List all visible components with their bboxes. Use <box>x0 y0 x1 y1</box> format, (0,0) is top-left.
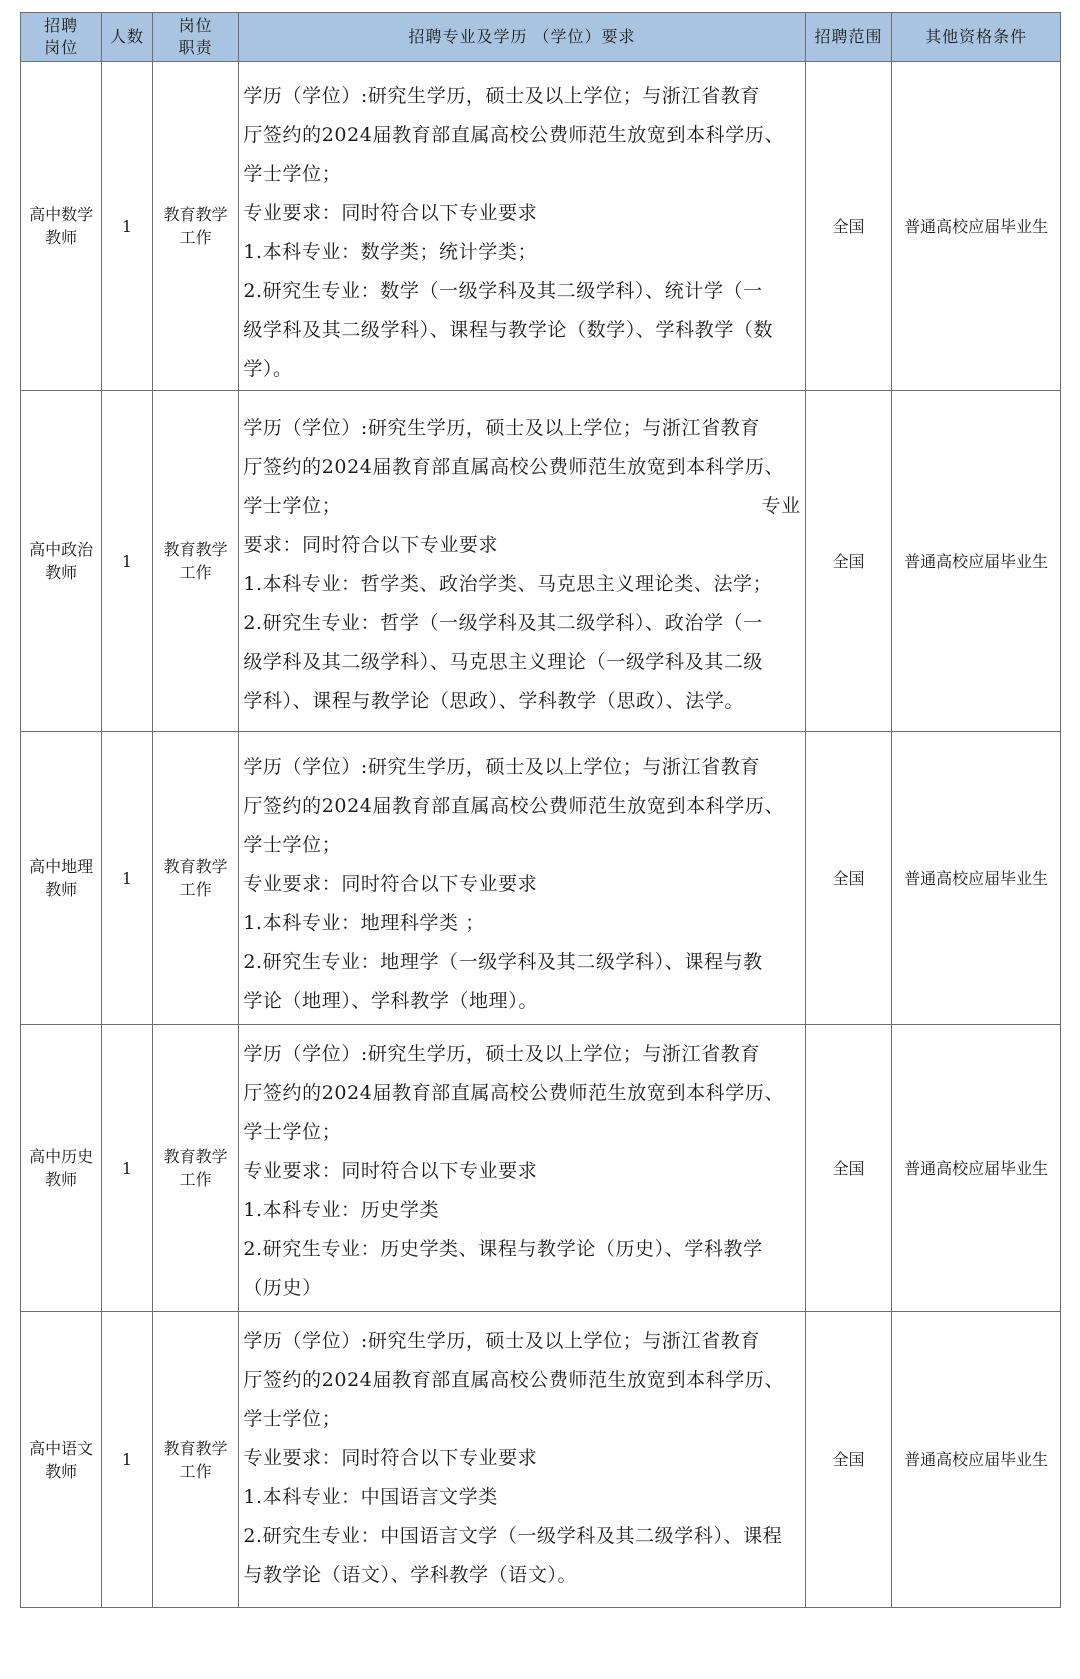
requirement-line: 学历（学位）:研究生学历，硕士及以上学位；与浙江省教育 <box>243 1330 760 1352</box>
table-row <box>21 1025 1061 1312</box>
header-duty <box>152 13 238 62</box>
requirement-line: 2.研究生专业：哲学（一级学科及其二级学科）、政治学（一 <box>243 612 763 634</box>
table-row <box>21 62 1061 391</box>
duty-line2: 工作 <box>179 1461 212 1481</box>
other-cell: 普通高校应届毕业生 <box>892 62 1061 391</box>
duty-cell <box>152 1312 238 1608</box>
duty-cell <box>152 391 238 732</box>
other-cell: 普通高校应届毕业生 <box>892 1312 1061 1608</box>
count-cell: 1 <box>102 62 153 391</box>
requirement-line: 厅签约的2024届教育部直属高校公费师范生放宽到本科学历、 <box>243 1369 785 1391</box>
header-other: 其他资格条件 <box>892 13 1061 62</box>
duty-line1: 教育教学 <box>163 205 228 224</box>
requirement-line: 厅签约的2024届教育部直属高校公费师范生放宽到本科学历、 <box>243 456 785 478</box>
position-line1: 高中政治 <box>29 540 94 559</box>
requirement-line: 1.本科专业：哲学类、政治学类、马克思主义理论类、法学； <box>243 573 773 595</box>
position-line2: 教师 <box>45 563 78 582</box>
requirement-line: 2.研究生专业：历史学类、课程与教学论（历史）、学科教学 <box>243 1238 763 1260</box>
duty-line1: 教育教学 <box>163 1147 228 1166</box>
table-row <box>21 1312 1061 1608</box>
requirement-line: 学历（学位）:研究生学历，硕士及以上学位；与浙江省教育 <box>243 417 760 439</box>
header-count: 人数 <box>102 13 153 62</box>
requirement-line: 1.本科专业：中国语言文学类 <box>243 1486 498 1508</box>
requirements-cell <box>239 391 805 732</box>
duty-line2: 工作 <box>179 1170 212 1189</box>
requirement-line: 专业要求：同时符合以下专业要求 <box>243 873 538 895</box>
duty-cell <box>152 1025 238 1312</box>
position-line1: 高中语文 <box>29 1438 94 1458</box>
duty-line1: 教育教学 <box>163 1438 228 1458</box>
header-scope: 招聘范围 <box>805 13 891 62</box>
requirement-line: 1.本科专业：历史学类 <box>243 1199 440 1221</box>
position-line2: 教师 <box>45 1170 78 1189</box>
header-requirements: 招聘专业及学历 （学位）要求 <box>239 13 805 62</box>
requirement-line: 学士学位； <box>243 163 342 185</box>
duty-line2: 工作 <box>179 563 212 582</box>
requirement-line: 2.研究生专业：数学（一级学科及其二级学科）、统计学（一 <box>243 280 763 302</box>
position-line2: 教师 <box>45 880 78 899</box>
requirement-line: 学士学位； <box>243 1121 342 1143</box>
requirement-line: 学历（学位）:研究生学历，硕士及以上学位；与浙江省教育 <box>243 756 760 778</box>
requirement-line: （历史） <box>243 1277 322 1299</box>
scope-cell: 全国 <box>805 1312 891 1608</box>
requirement-line: 级学科及其二级学科）、课程与教学论（数学）、学科教学（数 <box>243 319 774 341</box>
requirement-line: 2.研究生专业：中国语言文学（一级学科及其二级学科）、课程 <box>243 1525 783 1547</box>
requirement-line: 学科）、课程与教学论（思政）、学科教学（思政）、法学。 <box>243 690 745 712</box>
requirement-line: 学论（地理）、学科教学（地理）。 <box>243 990 538 1012</box>
requirement-line: 专业 <box>761 495 801 517</box>
requirement-line: 1.本科专业：数学类；统计学类； <box>243 241 538 263</box>
table-row <box>21 732 1061 1025</box>
requirement-line: 学士学位； <box>243 1408 342 1430</box>
requirement-line: 2.研究生专业：地理学（一级学科及其二级学科）、课程与教 <box>243 951 763 973</box>
count-cell: 1 <box>102 1025 153 1312</box>
requirement-line: 厅签约的2024届教育部直属高校公费师范生放宽到本科学历、 <box>243 795 785 817</box>
header-duty-line2: 职责 <box>178 38 213 57</box>
position-line1: 高中数学 <box>29 205 94 224</box>
requirement-line: 专业要求：同时符合以下专业要求 <box>243 202 538 224</box>
position-cell <box>21 62 102 391</box>
requirement-line: 学）。 <box>243 358 293 380</box>
recruitment-table <box>20 12 1061 1608</box>
duty-line2: 工作 <box>179 880 212 899</box>
requirement-line: 学士学位； <box>243 834 342 856</box>
table-row <box>21 391 1061 732</box>
requirements-cell <box>239 1025 805 1312</box>
position-line1: 高中地理 <box>29 857 94 876</box>
requirement-line: 级学科及其二级学科）、马克思主义理论（一级学科及其二级 <box>243 651 764 673</box>
position-cell <box>21 1312 102 1608</box>
position-line1: 高中历史 <box>29 1147 94 1166</box>
table-body <box>21 62 1061 1608</box>
position-cell <box>21 1025 102 1312</box>
header-position-line2: 岗位 <box>44 38 79 57</box>
requirement-line: 厅签约的2024届教育部直属高校公费师范生放宽到本科学历、 <box>243 1082 785 1104</box>
requirement-line: 1.本科专业：地理科学类 ； <box>243 912 485 934</box>
other-cell: 普通高校应届毕业生 <box>892 732 1061 1025</box>
scope-cell: 全国 <box>805 732 891 1025</box>
requirement-line: 要求：同时符合以下专业要求 <box>243 534 499 556</box>
count-cell: 1 <box>102 732 153 1025</box>
requirement-line: 学历（学位）:研究生学历，硕士及以上学位；与浙江省教育 <box>243 1043 760 1065</box>
duty-cell <box>152 62 238 391</box>
duty-line2: 工作 <box>179 228 212 247</box>
table-header <box>21 13 1061 62</box>
count-cell: 1 <box>102 1312 153 1608</box>
requirement-line: 专业要求：同时符合以下专业要求 <box>243 1160 538 1182</box>
scope-cell: 全国 <box>805 391 891 732</box>
scope-cell: 全国 <box>805 62 891 391</box>
header-duty-line1: 岗位 <box>178 16 213 35</box>
header-row <box>21 13 1061 62</box>
count-cell: 1 <box>102 391 153 732</box>
requirement-line: 学历（学位）:研究生学历，硕士及以上学位；与浙江省教育 <box>243 85 760 107</box>
other-cell: 普通高校应届毕业生 <box>892 1025 1061 1312</box>
position-cell <box>21 732 102 1025</box>
requirement-line: 专业要求：同时符合以下专业要求 <box>243 1447 538 1469</box>
requirements-cell <box>239 732 805 1025</box>
header-position <box>21 13 102 62</box>
scope-cell: 全国 <box>805 1025 891 1312</box>
header-position-line1: 招聘 <box>44 16 79 35</box>
position-line2: 教师 <box>45 228 78 247</box>
requirements-cell <box>239 1312 805 1608</box>
requirement-line: 学士学位； <box>243 495 342 517</box>
other-cell: 普通高校应届毕业生 <box>892 391 1061 732</box>
duty-line1: 教育教学 <box>163 857 228 876</box>
duty-line1: 教育教学 <box>163 540 228 559</box>
position-line2: 教师 <box>45 1461 78 1481</box>
requirement-line: 厅签约的2024届教育部直属高校公费师范生放宽到本科学历、 <box>243 124 785 146</box>
position-cell <box>21 391 102 732</box>
requirement-line: 与教学论（语文）、学科教学（语文）。 <box>243 1564 578 1586</box>
requirements-cell <box>239 62 805 391</box>
duty-cell <box>152 732 238 1025</box>
